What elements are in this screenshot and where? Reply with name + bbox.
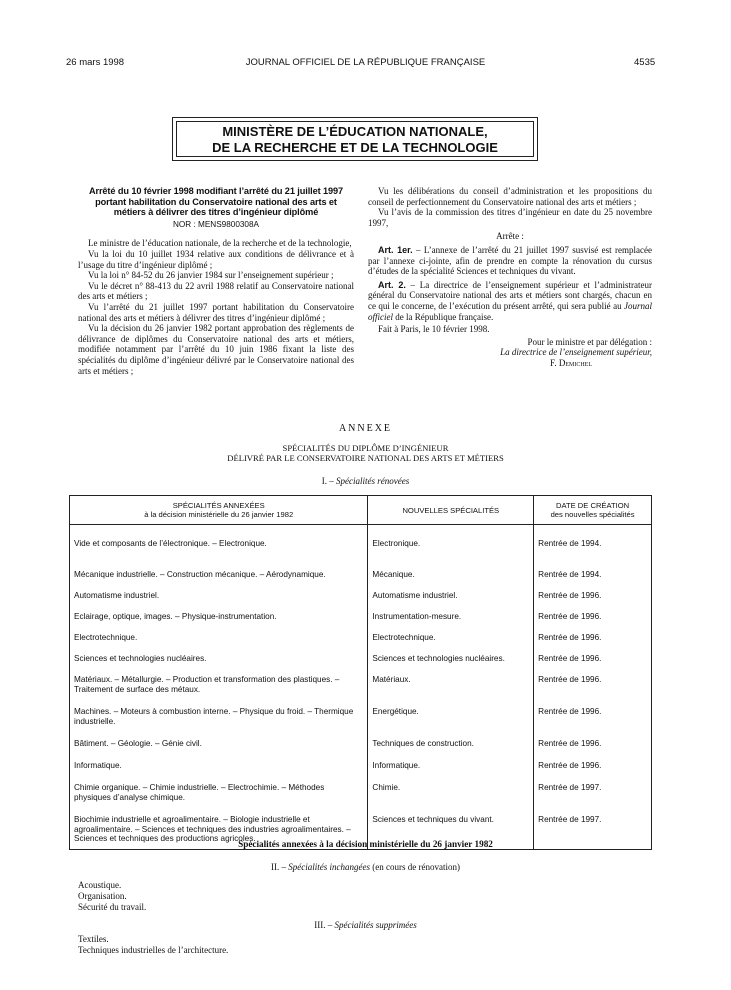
table-cell-date: Rentrée de 1994.	[534, 566, 652, 587]
table-cell-date: Rentrée de 1996.	[534, 629, 652, 650]
table-row	[70, 757, 652, 779]
table-cell-date: Rentrée de 1997.	[534, 811, 652, 850]
table-cell-new-specialite: Automatisme industriel.	[368, 587, 534, 608]
table-row	[70, 587, 652, 608]
section-3-title: Spécialités supprimées	[334, 920, 417, 930]
table-cell-old-specialite: Bâtiment. – Géologie. – Génie civil.	[70, 735, 368, 757]
arrete-word: Arrête :	[496, 231, 524, 242]
table-cell-date: Rentrée de 1996.	[534, 650, 652, 671]
table-header-date-line-2: des nouvelles spécialités	[550, 510, 635, 519]
table-header-row	[70, 496, 652, 525]
table-cell-old-specialite: Electrotechnique.	[70, 629, 368, 650]
table-cell-old-specialite: Matériaux. – Métallurgie. – Production et transformation des plastiques. – Traitement de surface des métaux.	[70, 671, 368, 703]
specialites-annexees-title: Spécialités annexées à la décision ministérielle du 26 janvier 1982	[238, 839, 493, 849]
journal-officiel: Journal officiel	[368, 300, 652, 322]
section-2-heading	[0, 862, 731, 872]
section-1-heading	[0, 476, 731, 486]
section-2-list	[78, 880, 146, 913]
section-3-heading	[0, 920, 731, 930]
table-cell-new-specialite: Chimie.	[368, 779, 534, 811]
left-column	[78, 186, 354, 376]
table-row	[70, 566, 652, 587]
paragraph: Vu la loi du 10 juillet 1934 relative aux conditions de délivrance et à l’usage du titre d’ingénieur diplômé ;	[78, 248, 354, 270]
table-header-new: NOUVELLES SPÉCIALITÉS	[368, 496, 534, 525]
table-row	[70, 629, 652, 650]
annexe-title: ANNEXE	[338, 423, 393, 434]
list-item: Organisation.	[78, 891, 127, 901]
article-2-label: Art. 2.	[378, 279, 406, 290]
table-cell-old-specialite: Automatisme industriel.	[70, 587, 368, 608]
annexe-subtitle	[0, 443, 731, 463]
ministry-title	[176, 121, 534, 157]
article-1-label: Art. 1er.	[378, 244, 413, 255]
ministry-line-2: DE LA RECHERCHE ET DE LA TECHNOLOGIE	[212, 140, 498, 155]
table-cell-new-specialite: Techniques de construction.	[368, 735, 534, 757]
table-cell-old-specialite: Eclairage, optique, images. – Physique-instrumentation.	[70, 608, 368, 629]
table-cell-new-specialite: Informatique.	[368, 757, 534, 779]
table-cell-new-specialite: Mécanique.	[368, 566, 534, 587]
table-cell-date: Rentrée de 1996.	[534, 735, 652, 757]
nor-reference: NOR : MENS9800308A	[172, 219, 259, 229]
arrete-title: Arrêté du 10 février 1998 modifiant l’arrêté du 21 juillet 1997 portant habilitation du Conservatoire national des arts et métiers à délivrer des titres d’ingénieur diplômé	[88, 186, 344, 218]
paragraph: Vu l’arrêté du 21 juillet 1997 portant habilitation du Conservatoire national des arts et métiers à délivrer des titres d’ingénieur diplômé ;	[78, 301, 354, 323]
table-row	[70, 525, 652, 567]
table-cell-old-specialite: Machines. – Moteurs à combustion interne. – Physique du froid. – Thermique industrielle.	[70, 703, 368, 735]
table-row	[70, 608, 652, 629]
table-cell-old-specialite: Biochimie industrielle et agroalimentaire. – Biologie industrielle et agroalimentaire. – Sciences et techniques des industries agroalimentaires. – Sciences et techniques des productions agricoles.	[70, 811, 368, 850]
fait-a-paris: Fait à Paris, le 10 février 1998.	[378, 324, 490, 335]
table-header-old-line-2: à la décision ministérielle du 26 janvier 1982	[144, 510, 294, 519]
section-3-list	[78, 934, 228, 956]
table-cell-date: Rentrée de 1996.	[534, 587, 652, 608]
table-cell-old-specialite: Mécanique industrielle. – Construction mécanique. – Aérodynamique.	[70, 566, 368, 587]
table-cell-old-specialite: Chimie organique. – Chimie industrielle. – Electrochimie. – Méthodes physiques d’analyse chimique.	[70, 779, 368, 811]
header-date: 26 mars 1998	[66, 57, 125, 68]
table-row	[70, 650, 652, 671]
table-cell-new-specialite: Electronique.	[368, 525, 534, 567]
section-2-suffix: (en cours de rénovation)	[370, 862, 460, 872]
annexe-subtitle-2: DÉLIVRÉ PAR LE CONSERVATOIRE NATIONAL DES ARTS ET MÉTIERS	[227, 453, 504, 463]
article-2	[368, 280, 652, 322]
section-3-prefix: III. –	[314, 920, 335, 930]
article-2-text-end: de la République française.	[393, 311, 494, 322]
ministry-box	[172, 117, 538, 161]
section-2-prefix: II. –	[271, 862, 289, 872]
list-item: Techniques industrielles de l’architecture.	[78, 945, 229, 955]
table-row	[70, 671, 652, 703]
section-1-title: Spécialités rénovées	[336, 476, 410, 486]
paragraph: Vu la loi n° 84-52 du 26 janvier 1984 sur l’enseignement supérieur ;	[88, 270, 334, 281]
table-header-old	[70, 496, 368, 525]
signature-name: F. Demichel	[550, 357, 592, 368]
paragraph: Vu l’avis de la commission des titres d’ingénieur en date du 25 novembre 1997,	[368, 207, 652, 228]
table-row	[70, 779, 652, 811]
table-header-date-line-1: DATE DE CRÉATION	[556, 501, 630, 510]
signature-line-1: Pour le ministre et par délégation :	[527, 336, 652, 347]
list-item: Textiles.	[78, 934, 109, 944]
table-cell-date: Rentrée de 1996.	[534, 757, 652, 779]
list-item: Acoustique.	[78, 880, 122, 890]
table-cell-date: Rentrée de 1996.	[534, 671, 652, 703]
annexe-subtitle-1: SPÉCIALITÉS DU DIPLÔME D’INGÉNIEUR	[282, 443, 449, 453]
right-column	[368, 186, 652, 369]
table-cell-new-specialite: Instrumentation-mesure.	[368, 608, 534, 629]
table-cell-old-specialite: Informatique.	[70, 757, 368, 779]
paragraph: Le ministre de l’éducation nationale, de la recherche et de la technologie,	[88, 238, 352, 249]
signature-line-2: La directrice de l’enseignement supérieur,	[500, 347, 652, 358]
paragraph: Vu les délibérations du conseil d’administration et les propositions du conseil de perfectionnement du Conservatoire national des arts et métiers ;	[368, 186, 652, 207]
header-page-number: 4535	[634, 57, 656, 68]
table-cell-old-specialite: Sciences et technologies nucléaires.	[70, 650, 368, 671]
article-2-text: – La directrice de l’enseignement supérieur et l’administrateur général du Conservatoire national des arts et métiers sont chargés, chacun en ce qui le concerne, de l’exécution du présent arrêté, qui sera publié au	[368, 279, 652, 311]
table-cell-date: Rentrée de 1996.	[534, 703, 652, 735]
paragraph: Vu le décret n° 88-413 du 22 avril 1988 relatif au Conservatoire national des arts et métiers ;	[78, 280, 354, 302]
section-1-prefix: I. –	[321, 476, 336, 486]
header-journal: JOURNAL OFFICIEL DE LA RÉPUBLIQUE FRANÇAISE	[245, 57, 486, 68]
section-2-title: Spécialités inchangées	[288, 862, 370, 872]
article-1-text: – L’annexe de l’arrêté du 21 juillet 1997 susvisé est remplacée par l’annexe ci-jointe, afin de prendre en compte la rénovation du cursus d’études de la spécialité Sciences et techniques du vivant.	[368, 244, 652, 277]
table-cell-new-specialite: Sciences et techniques du vivant.	[368, 811, 534, 850]
table-cell-old-specialite: Vide et composants de l’électronique. – Electronique.	[70, 525, 368, 567]
table-cell-date: Rentrée de 1994.	[534, 525, 652, 567]
table-cell-date: Rentrée de 1997.	[534, 779, 652, 811]
table-header-date	[534, 496, 652, 525]
table-cell-new-specialite: Electrotechnique.	[368, 629, 534, 650]
paragraph: Vu la décision du 26 janvier 1982 portant approbation des règlements de délivrance de diplômes du Conservatoire national des arts et métiers, modifiée notamment par l’arrêté du 10 juin 1986 fixant la liste des spécialités du diplôme d’ingénieur délivré par le Conservatoire national des arts et métiers ;	[78, 323, 354, 376]
table-cell-new-specialite: Energétique.	[368, 703, 534, 735]
ministry-line-1: MINISTÈRE DE L’ÉDUCATION NATIONALE,	[222, 124, 488, 139]
table-cell-date: Rentrée de 1996.	[534, 608, 652, 629]
list-item: Sécurité du travail.	[78, 902, 147, 912]
table-row	[70, 703, 652, 735]
table-header-old-line-1: SPÉCIALITÉS ANNEXÉES	[172, 501, 265, 510]
table-cell-new-specialite: Sciences et technologies nucléaires.	[368, 650, 534, 671]
specialites-table	[69, 495, 652, 850]
table-cell-new-specialite: Matériaux.	[368, 671, 534, 703]
article-1	[368, 245, 652, 277]
table-row	[70, 735, 652, 757]
